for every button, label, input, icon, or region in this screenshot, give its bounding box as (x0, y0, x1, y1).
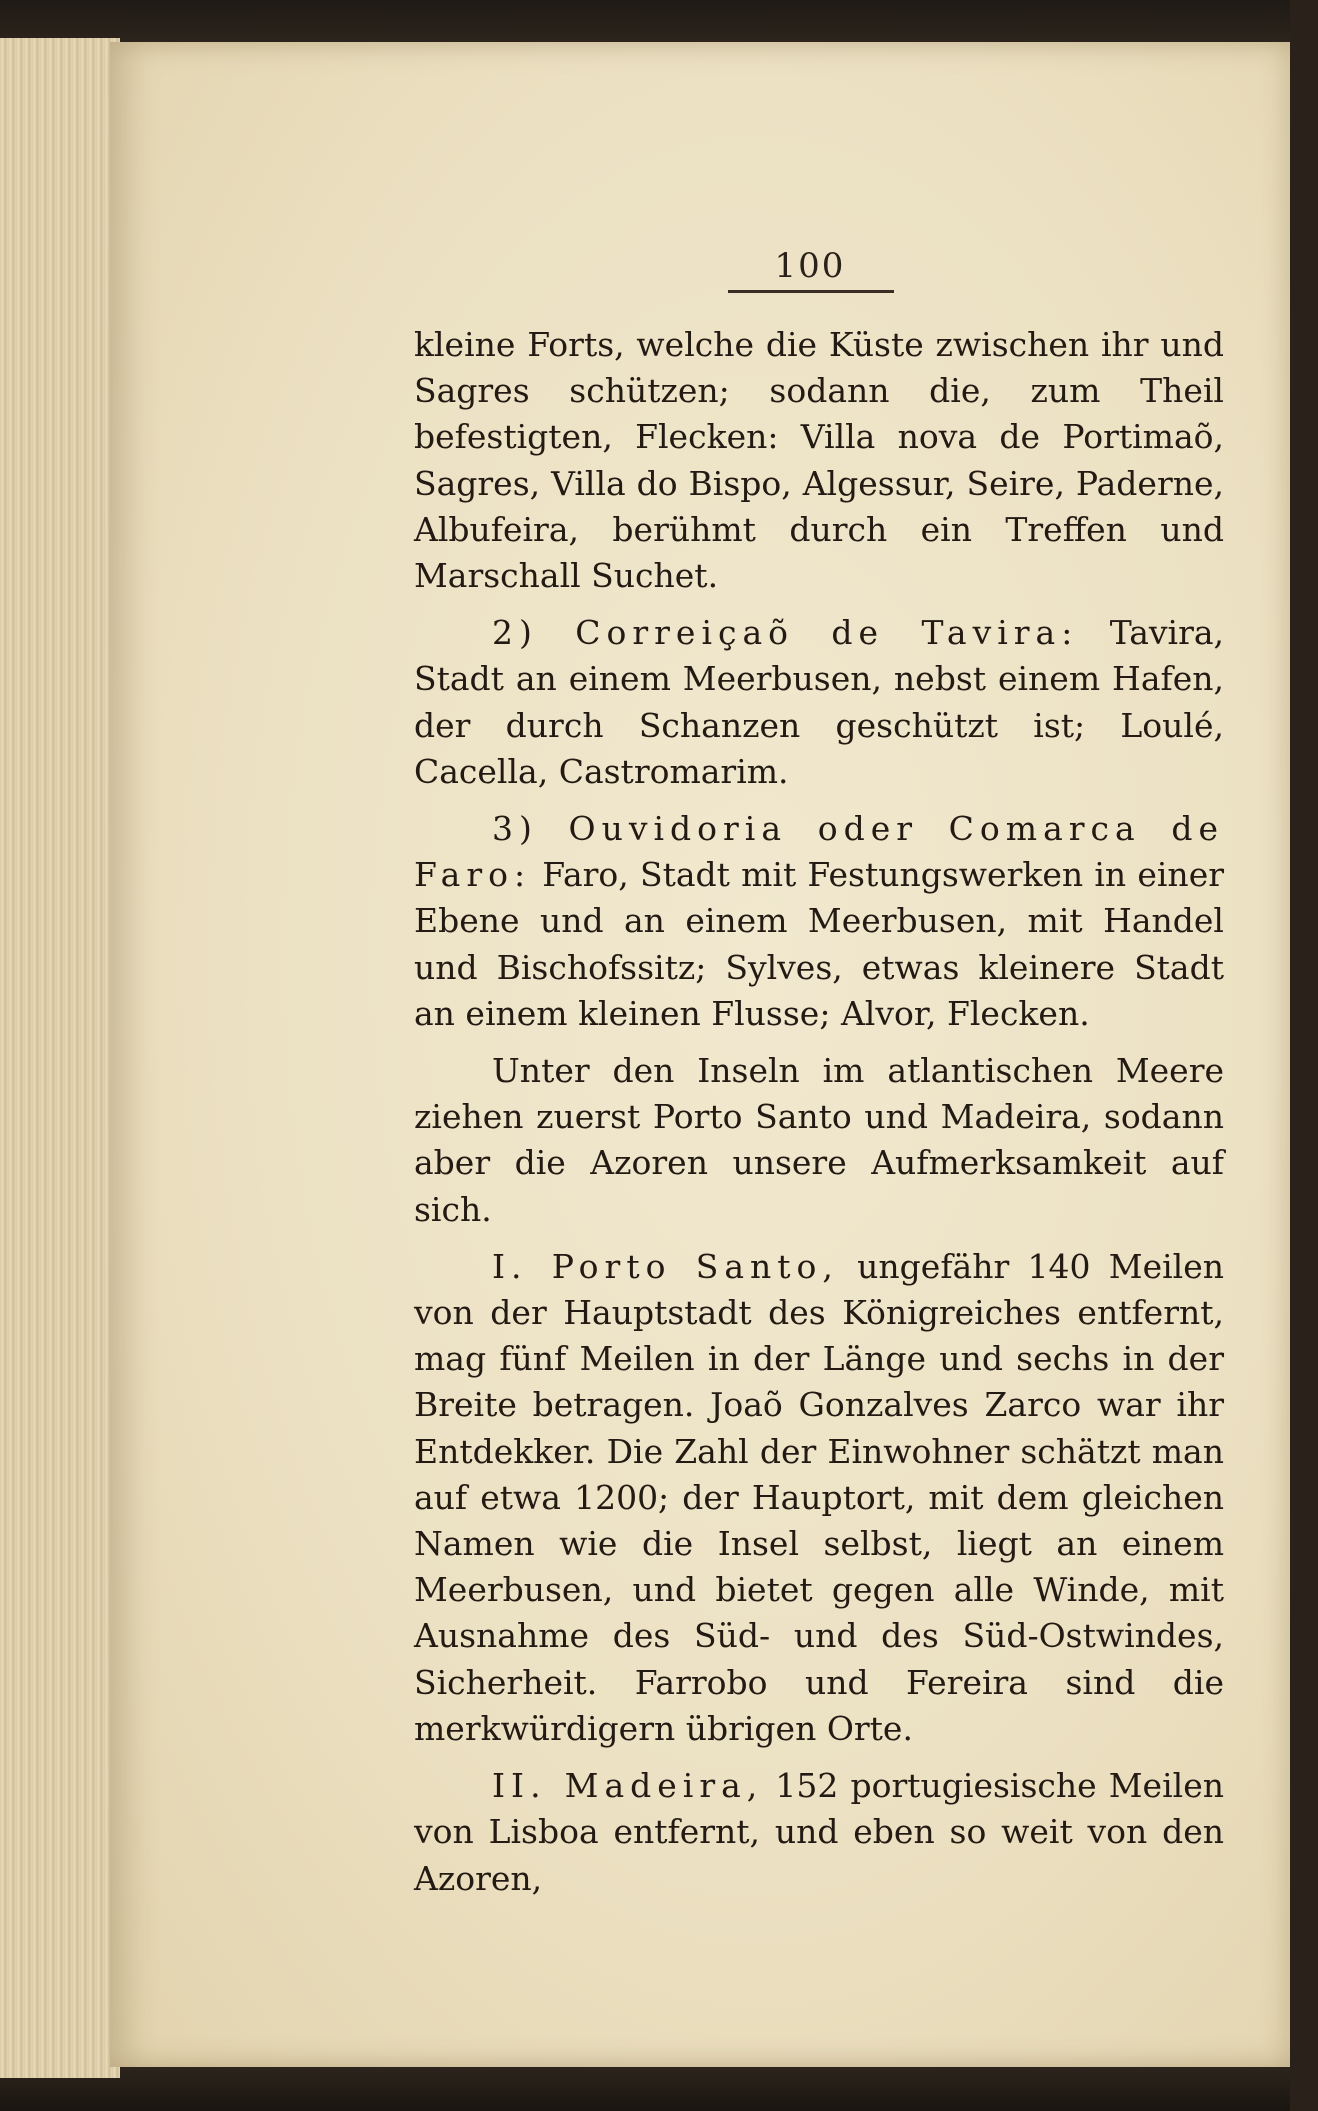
paragraph-islands (414, 1048, 1224, 1233)
paragraph-text: Unter den Inseln im atlantischen Meere ziehen zuerst Porto Santo und Madeira, sodann aber die Azoren unsere Aufmerksamkeit auf sich. (414, 1051, 1224, 1229)
paragraph-madeira (414, 1763, 1224, 1902)
paragraph-porto-santo (414, 1244, 1224, 1752)
paragraph-text: Faro, Stadt mit Festungswerken in einer Ebene und an einem Meerbusen, mit Handel und Bischofssitz; Sylves, etwas kleinere Stadt an einem kleinen Flusse; Alvor, Flecken. (414, 855, 1224, 1033)
paragraph-faro (414, 806, 1224, 1037)
paragraph-forts (414, 322, 1224, 599)
section-heading: 3) Ouvidoria oder Comarca de Faro: (414, 809, 1224, 895)
section-heading: II. Madeira, (492, 1766, 764, 1806)
body-text (414, 322, 1224, 1913)
paragraph-text: ungefähr 140 Meilen von der Hauptstadt des Königreiches entfernt, mag fünf Meilen in der Länge und sechs in der Breite betragen. Joaõ Gonzalves Zarco war ihr Entdekker. Die Zahl der Einwohner schätzt man auf etwa 1200; der Hauptort, mit dem gleichen Namen wie die Insel selbst, liegt an einem Meerbusen, und bietet gegen alle Winde, mit Ausnahme des Süd- und des Süd-Ostwindes, Sicherheit. Farrobo und Fereira sind die merkwürdigern übrigen Orte. (414, 1246, 1225, 1748)
paragraph-text: Tavira, Stadt an einem Meerbusen, nebst einem Hafen, der durch Schanzen geschützt ist; Loulé, Cacella, Castromarim. (414, 613, 1225, 791)
paragraph-text: kleine Forts, welche die Küste zwischen ihr und Sagres schützen; sodann die, zum Theil befestigten, Flecken: Villa nova de Portimaõ, Sagres, Villa do Bispo, Algessur, Seire, Paderne, Albufeira, berühmt durch ein Treffen und Marschall Suchet. (414, 325, 1224, 596)
section-heading: I. Porto Santo, (492, 1246, 839, 1286)
paragraph-tavira (414, 610, 1224, 795)
scan-border (1290, 0, 1318, 2111)
paragraph-text: 152 portugiesische Meilen von Lisboa entfernt, und eben so weit von den Azoren, (414, 1766, 1224, 1898)
header-rule (728, 290, 894, 293)
page-stack-edges (0, 38, 120, 2078)
section-heading: 2) Correiçaõ de Tavira: (492, 613, 1079, 653)
page-number: 100 (774, 246, 846, 286)
